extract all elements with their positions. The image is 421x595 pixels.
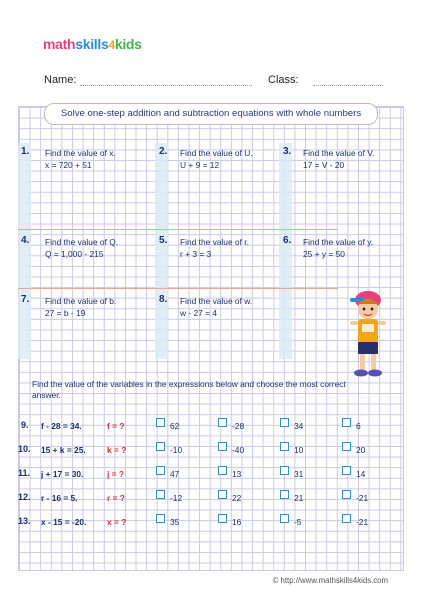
- answer-option: 20: [356, 445, 366, 455]
- problem-prompt: Find the value of x.: [45, 148, 116, 158]
- problem-number: 6.: [283, 235, 292, 246]
- answer-checkbox[interactable]: [156, 514, 165, 523]
- answer-checkbox[interactable]: [342, 490, 351, 499]
- row-divider-2: [18, 288, 338, 289]
- mc-question: j = ?: [107, 469, 124, 479]
- problem-equation: 17 = V - 20: [303, 160, 345, 170]
- problem-number: 1.: [21, 146, 30, 157]
- answer-checkbox[interactable]: [342, 418, 351, 427]
- mc-number: 9.: [21, 420, 29, 430]
- logo-text-math: math: [43, 36, 76, 52]
- answer-checkbox[interactable]: [156, 466, 165, 475]
- answer-checkbox[interactable]: [342, 514, 351, 523]
- answer-option: 21: [294, 493, 304, 503]
- mc-question: f = ?: [107, 421, 125, 431]
- problem-prompt: Find the value of r.: [180, 237, 249, 247]
- mc-equation: r - 16 = 5.: [41, 493, 78, 503]
- answer-checkbox[interactable]: [280, 466, 289, 475]
- problem-equation: U + 9 = 12: [180, 160, 220, 170]
- margin-band-1: [18, 143, 31, 359]
- problem-number: 5.: [159, 235, 168, 246]
- mc-question: k = ?: [107, 445, 127, 455]
- logo-text-kids: kids: [114, 36, 142, 52]
- answer-checkbox[interactable]: [156, 418, 165, 427]
- answer-checkbox[interactable]: [218, 490, 227, 499]
- answer-option: -5: [294, 517, 302, 527]
- mc-question: x = ?: [107, 517, 127, 527]
- logo-text-4: 4: [108, 38, 115, 52]
- answer-option: -40: [232, 445, 245, 455]
- footer-url: © http://www.mathskills4kids.com: [272, 576, 388, 585]
- problem-number: 4.: [21, 235, 30, 246]
- problem-prompt: Find the value of Q.: [45, 237, 119, 247]
- answer-option: 47: [170, 469, 180, 479]
- answer-checkbox[interactable]: [280, 514, 289, 523]
- answer-checkbox[interactable]: [342, 466, 351, 475]
- problem-equation: Q = 1,000 - 215: [45, 249, 104, 259]
- class-label: Class:: [268, 74, 299, 86]
- problem-number: 3.: [283, 146, 292, 157]
- answer-option: 13: [232, 469, 242, 479]
- answer-checkbox[interactable]: [218, 514, 227, 523]
- margin-band-2: [155, 143, 168, 359]
- answer-checkbox[interactable]: [280, 418, 289, 427]
- mc-question: r = ?: [107, 493, 125, 503]
- problem-prompt: Find the value of U.: [180, 148, 253, 158]
- mc-equation: j + 17 = 30.: [41, 469, 84, 479]
- answer-option: -21: [356, 517, 369, 527]
- answer-checkbox[interactable]: [218, 466, 227, 475]
- mc-number: 12.: [18, 492, 31, 502]
- answer-option: 22: [232, 493, 242, 503]
- answer-option: -21: [356, 493, 369, 503]
- cartoon-boy-illustration: [340, 282, 396, 382]
- problem-equation: r + 3 = 3: [180, 249, 212, 259]
- row-divider-1: [18, 229, 338, 230]
- problem-equation: w - 27 = 4: [180, 308, 218, 318]
- answer-option: 35: [170, 517, 180, 527]
- mathskills4kids-logo: [43, 36, 142, 52]
- answer-checkbox[interactable]: [218, 442, 227, 451]
- answer-option: -28: [232, 421, 245, 431]
- name-label: Name:: [44, 74, 77, 86]
- problem-prompt: Find the value of y.: [303, 237, 374, 247]
- mc-equation: f - 28 = 34.: [41, 421, 82, 431]
- answer-option: 31: [294, 469, 304, 479]
- answer-checkbox[interactable]: [280, 490, 289, 499]
- multiple-choice-instructions: Find the value of the variables in the expressions below and choose the most correct answer.: [32, 379, 346, 400]
- answer-option: 10: [294, 445, 304, 455]
- problem-number: 7.: [21, 294, 30, 305]
- name-field[interactable]: [80, 85, 252, 86]
- answer-checkbox[interactable]: [342, 442, 351, 451]
- answer-checkbox[interactable]: [280, 442, 289, 451]
- problem-prompt: Find the value of b.: [45, 296, 117, 306]
- problem-prompt: Find the value of V.: [303, 148, 375, 158]
- answer-option: 62: [170, 421, 180, 431]
- class-field[interactable]: [313, 85, 383, 86]
- mc-number: 13.: [18, 516, 31, 526]
- answer-option: 34: [294, 421, 304, 431]
- margin-band-3: [279, 143, 292, 359]
- answer-option: 14: [356, 469, 366, 479]
- answer-checkbox[interactable]: [156, 490, 165, 499]
- mc-equation: x - 15 = -20.: [41, 517, 87, 527]
- mc-number: 10.: [18, 444, 31, 454]
- problem-number: 2.: [159, 146, 168, 157]
- answer-option: -10: [170, 445, 183, 455]
- answer-checkbox[interactable]: [218, 418, 227, 427]
- mc-number: 11.: [18, 468, 31, 478]
- problem-equation: 25 + y = 50: [303, 249, 345, 259]
- logo-text-skills: skills: [75, 36, 109, 52]
- problem-number: 8.: [159, 294, 168, 305]
- answer-option: 6: [356, 421, 361, 431]
- answer-checkbox[interactable]: [156, 442, 165, 451]
- mc-equation: 15 + k = 25.: [41, 445, 86, 455]
- answer-option: -12: [170, 493, 183, 503]
- instruction-box: Solve one-step addition and subtraction equations with whole numbers: [44, 103, 378, 125]
- problem-prompt: Find the value of w.: [180, 296, 253, 306]
- problem-equation: 27 = b - 19: [45, 308, 86, 318]
- answer-option: 16: [232, 517, 242, 527]
- problem-equation: x = 720 + 51: [45, 160, 92, 170]
